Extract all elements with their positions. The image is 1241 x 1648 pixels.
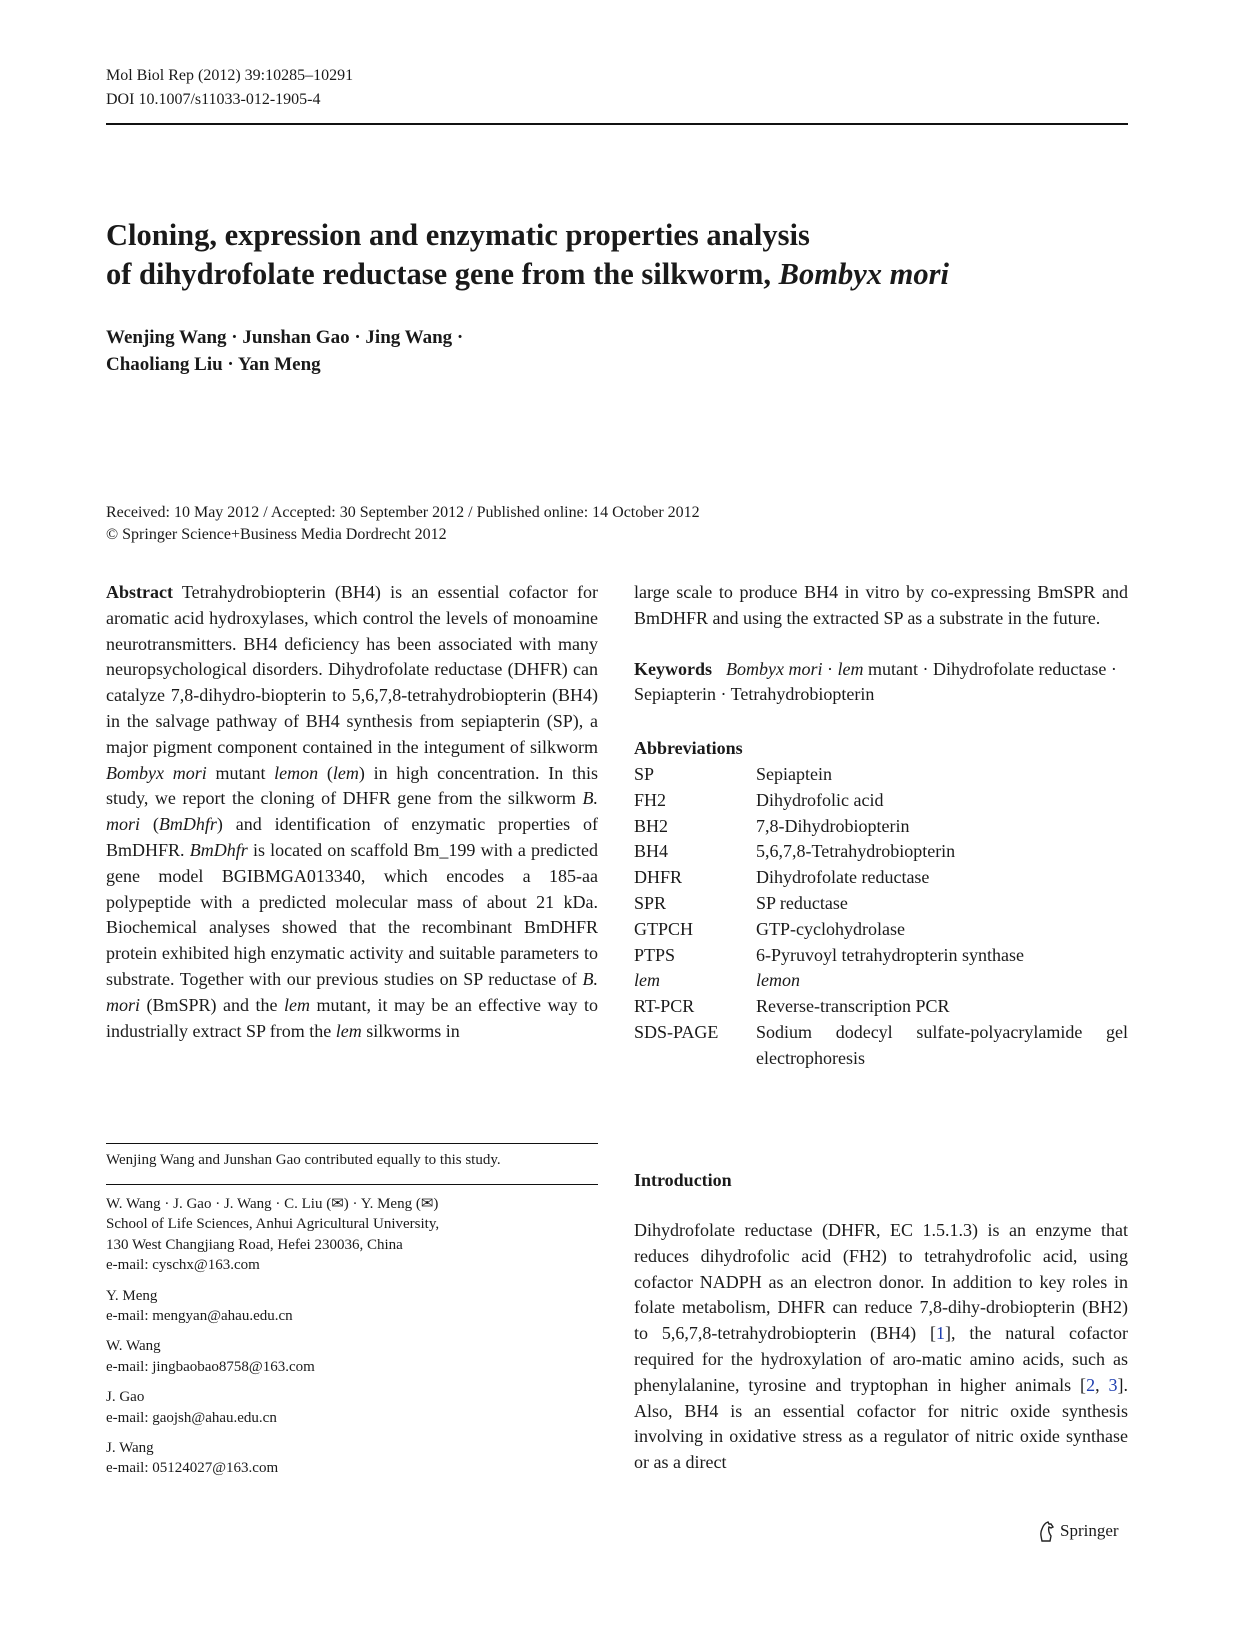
contact-gao <box>106 1387 598 1428</box>
contact-wang-j <box>106 1438 598 1479</box>
affiliation-address: 130 West Changjiang Road, Hefei 230036, China <box>106 1236 403 1253</box>
affiliation-main <box>106 1194 598 1276</box>
abstract-text: ( <box>318 762 333 783</box>
abbreviation-row <box>634 865 1128 891</box>
paper-title <box>106 216 1146 294</box>
abbreviation-row <box>634 839 1128 865</box>
title-line-1: Cloning, expression and enzymatic properties analysis <box>106 218 810 252</box>
abstract-text: silkworms in <box>361 1020 460 1041</box>
abbreviation-meaning: 5,6,7,8-Tetrahydrobiopterin <box>756 841 956 862</box>
right-column <box>634 580 1128 1072</box>
abstract-text: ) and identification of enzymatic properties of BmDHFR. <box>106 814 599 860</box>
abbreviation-meaning: Sepiaptein <box>756 763 832 784</box>
abbreviation-key: PTPS <box>634 944 676 965</box>
contact-name: J. Gao <box>106 1389 145 1406</box>
keyword-species: Bombyx mori <box>726 658 823 679</box>
abbreviation-key: RT-PCR <box>634 996 695 1017</box>
abbreviation-key: BH2 <box>634 815 669 836</box>
journal-citation: Mol Biol Rep (2012) 39:10285–10291 <box>106 67 354 84</box>
abstract-italic: B. mori <box>106 968 598 1015</box>
contact-email: e-mail: jingbaobao8758@163.com <box>106 1358 315 1375</box>
intro-text: ], the natural cofactor required for the hydroxylation of aro-matic amino acids, such as phenylalanine, tyrosine and tryptophan in higher animals [ <box>634 1323 1129 1395</box>
contact-email: e-mail: 05124027@163.com <box>106 1460 279 1477</box>
abstract-continuation: large scale to produce BH4 in vitro by co-expressing BmSPR and BmDHFR and using the extracted SP as a substrate in the future. <box>634 582 1128 628</box>
doi: DOI 10.1007/s11033-012-1905-4 <box>106 91 321 108</box>
title-line-2-text: of dihydrofolate reductase gene from the silkworm, <box>106 257 779 291</box>
abstract-italic: lemon <box>274 762 319 783</box>
abstract-text: mutant, it may be an effective way to industrially extract SP from the <box>106 994 598 1041</box>
affiliation-school: School of Life Sciences, Anhui Agricultural University, <box>106 1216 440 1233</box>
contact-name: W. Wang <box>106 1338 161 1355</box>
abstract-italic: Bombyx mori <box>106 762 207 783</box>
abbreviation-key: SPR <box>634 892 667 913</box>
contact-meng <box>106 1286 598 1327</box>
abstract-italic: lem <box>335 1020 362 1041</box>
abstract-text: is located on scaffold Bm_199 with a predicted gene model BGIBMGA013340, which encodes a 185-aa polypeptide with a predicted molecular mass of about 21 kDa. Biochemical analyses showed that the recombinant BmDHFR protein exhibited high enzymatic activity and suitable parameters to substrate. Together with our previous studies on SP reductase of <box>106 839 598 989</box>
left-column <box>106 580 598 1044</box>
contact-name: Y. Meng <box>106 1287 158 1304</box>
abbreviation-row <box>634 994 1128 1020</box>
abbreviation-row <box>634 917 1128 943</box>
contact-email: e-mail: mengyan@ahau.edu.cn <box>106 1308 293 1325</box>
introduction-text <box>634 1218 1128 1476</box>
authors-line-2: Chaoliang Liu · Yan Meng <box>106 354 321 375</box>
abstract-italic: lem <box>332 762 359 783</box>
abstract-italic: B. mori <box>106 788 598 835</box>
affiliation-rule <box>106 1184 598 1185</box>
abbreviation-key: SDS-PAGE <box>634 1021 719 1042</box>
abbreviation-meaning: Reverse-transcription PCR <box>756 996 950 1017</box>
authors-line-1: Wenjing Wang · Junshan Gao · Jing Wang · <box>106 327 464 348</box>
abbreviation-key: FH2 <box>634 789 667 810</box>
publisher-name: Springer <box>1060 1521 1119 1540</box>
abbreviations-title: Abbreviations <box>634 738 743 759</box>
abstract-italic: lem <box>283 994 310 1015</box>
header-rule <box>106 123 1128 125</box>
contact-name: J. Wang <box>106 1440 154 1457</box>
abbreviation-row <box>634 891 1128 917</box>
publisher-mark <box>1036 1520 1119 1542</box>
abbreviation-meaning: lemon <box>756 970 800 991</box>
intro-text: Dihydrofolate reductase (DHFR, EC 1.5.1.3) is an enzyme that reduces dihydrofolic acid (FH2) to tetrahydrofolic acid, using cofactor NADPH as an electron donor. In addition to key roles in folate metabolism, DHFR can reduce 7,8-dihy-drobiopterin (BH2) to 5,6,7,8-tetrahydrobiopterin (BH4) [ <box>634 1220 1128 1344</box>
keywords-label: Keywords <box>634 658 712 679</box>
author-list <box>106 324 463 378</box>
abbreviation-row <box>634 1020 1128 1072</box>
affiliations <box>106 1194 598 1489</box>
abbreviation-row <box>634 788 1128 814</box>
abstract <box>106 580 598 1044</box>
equal-contribution-note: Wenjing Wang and Junshan Gao contributed equally to this study. <box>106 1152 501 1168</box>
affiliation-authors: W. Wang · J. Gao · J. Wang · C. Liu (✉) · Y. Meng (✉) <box>106 1196 439 1212</box>
affiliation-email: e-mail: cyschx@163.com <box>106 1257 260 1274</box>
contact-wang-w <box>106 1336 598 1377</box>
abbreviation-key: GTPCH <box>634 918 694 939</box>
abbreviation-key: DHFR <box>634 867 683 888</box>
springer-horse-icon <box>1036 1520 1056 1542</box>
abstract-text: mutant <box>206 762 275 783</box>
title-line-2 <box>106 255 1146 294</box>
received-accepted-published: Received: 10 May 2012 / Accepted: 30 September 2012 / Published online: 14 October 2012 <box>106 504 700 521</box>
abbreviation-meaning: Dihydrofolate reductase <box>756 867 930 888</box>
title-species: Bombyx mori <box>778 257 949 291</box>
copyright: © Springer Science+Business Media Dordrecht 2012 <box>106 526 447 543</box>
keyword-rest: mutant · Dihydrofolate reductase · Sepiapterin · Tetrahydrobiopterin <box>634 658 1117 705</box>
abstract-text: (BmSPR) and the <box>140 994 284 1015</box>
contact-email: e-mail: gaojsh@ahau.edu.cn <box>106 1409 277 1426</box>
abbreviations-table <box>634 762 1128 1072</box>
abbreviation-row <box>634 943 1128 969</box>
abbreviation-meaning: 6-Pyruvoyl tetrahydropterin synthase <box>756 944 1024 965</box>
abbreviation-meaning: SP reductase <box>756 892 848 913</box>
footnote-rule <box>106 1143 598 1144</box>
abstract-text: ) in high concentration. In this study, we report the cloning of DHFR gene from the silkworm <box>106 762 599 809</box>
abbreviation-row <box>634 968 1128 994</box>
abbreviation-key: SP <box>634 763 655 784</box>
intro-text: ]. Also, BH4 is an essential cofactor for nitric oxide synthesis involving in oxidative stress as a regulator of nitric oxide synthase or as a direct <box>634 1374 1129 1473</box>
abbreviation-meaning: Sodium dodecyl sulfate-polyacrylamide gel electrophoresis <box>756 1021 1128 1068</box>
reference-link[interactable]: 2 <box>1086 1374 1096 1395</box>
reference-link[interactable]: 1 <box>936 1323 946 1344</box>
abbreviation-meaning: GTP-cyclohydrolase <box>756 918 905 939</box>
abbreviation-meaning: Dihydrofolic acid <box>756 789 884 810</box>
abbreviation-key: BH4 <box>634 841 669 862</box>
keywords <box>634 657 1128 709</box>
journal-header <box>106 64 353 112</box>
abbreviation-row <box>634 762 1128 788</box>
keyword-sep: · <box>822 658 838 679</box>
reference-link[interactable]: 3 <box>1108 1374 1118 1395</box>
abstract-italic: BmDhfr <box>189 839 248 860</box>
abbreviation-meaning: 7,8-Dihydrobiopterin <box>756 815 910 836</box>
intro-text: , <box>1095 1374 1109 1395</box>
publication-dates <box>106 502 700 546</box>
keyword-lem: lem <box>837 658 864 679</box>
abstract-label: Abstract <box>106 582 173 602</box>
abbreviation-row <box>634 814 1128 840</box>
introduction-heading: Introduction <box>634 1170 732 1190</box>
abstract-italic: BmDhfr <box>158 814 217 835</box>
abstract-text: Tetrahydrobiopterin (BH4) is an essential cofactor for aromatic acid hydroxylases, which control the levels of monoamine neurotransmitters. BH4 deficiency has been associated with many neuropsychological disorders. Dihydrofolate reductase (DHFR) can catalyze 7,8-dihydro-biopterin to 5,6,7,8-tetrahydrobiopterin (BH4) in the salvage pathway of BH4 synthesis from sepiapterin (SP), a major pigment component contained in the integument of silkworm <box>106 582 598 757</box>
abbreviation-key: lem <box>634 970 660 991</box>
abstract-text: ( <box>140 814 159 835</box>
